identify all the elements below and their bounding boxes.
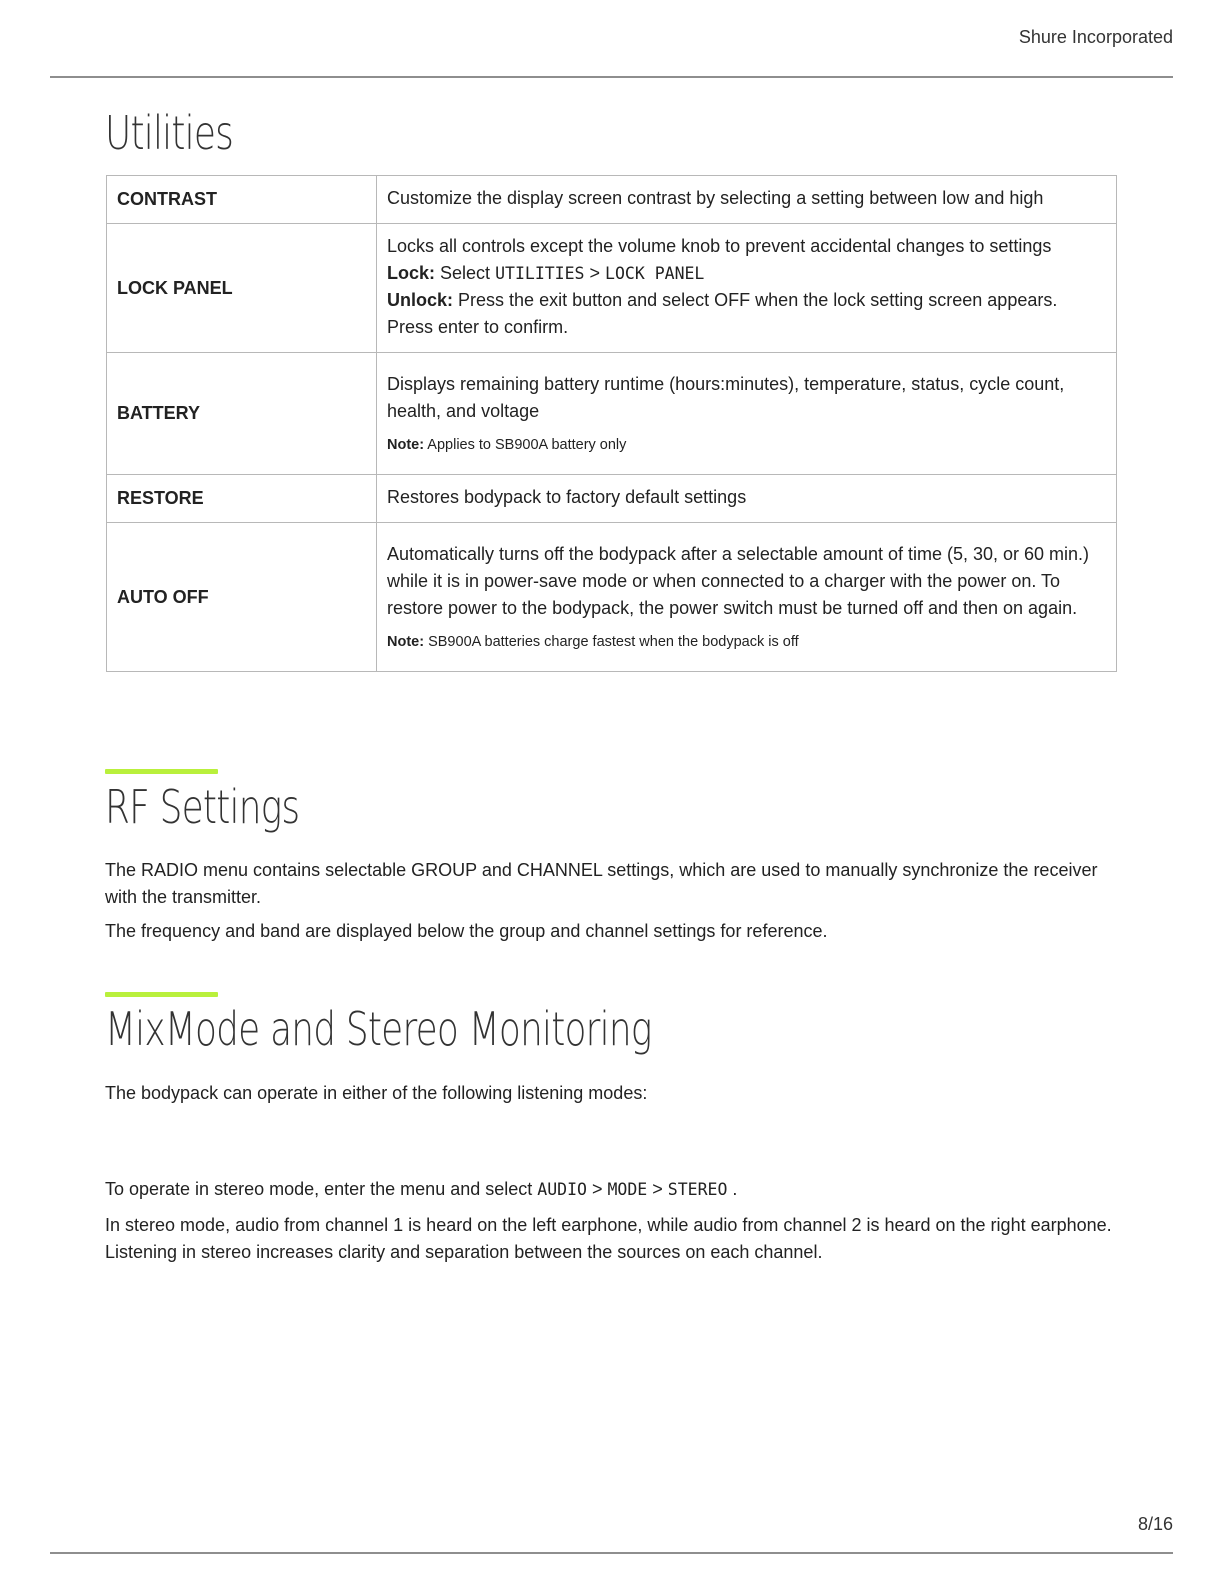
battery-note — [387, 435, 1106, 455]
auto-off-description: Automatically turns off the bodypack after a selectable amount of time (5, 30, or 60 min.) while it is in power-save mode or when connected to a charger with the power on. To restore power to the bodypack, the power switch must be turned off and then on again. — [387, 543, 1090, 618]
header-divider — [50, 76, 1173, 78]
menu-path-mode: MODE — [607, 1180, 648, 1199]
row-description — [377, 353, 1117, 475]
table-row — [107, 475, 1117, 523]
table-row — [107, 523, 1117, 672]
unlock-label: Unlock: — [387, 290, 454, 310]
header-company-name: Shure Incorporated — [1018, 27, 1173, 47]
stereo-description: In stereo mode, audio from channel 1 is heard on the left earphone, while audio from channel 2 is heard on the right earphone. Listening in stereo increases clarity and separation between the sources on each channel. — [105, 1215, 1112, 1262]
path-separator: > — [652, 1179, 663, 1199]
note-text: Applies to SB900A battery only — [427, 436, 627, 453]
rf-settings-paragraph-1: The RADIO menu contains selectable GROUP and CHANNEL settings, which are used to manually synchronize the receiver with the transmitter. — [105, 860, 1098, 907]
menu-path-lock-panel: LOCK PANEL — [605, 264, 705, 283]
mixmode-accent-bar — [105, 992, 218, 997]
row-description — [377, 475, 1117, 523]
row-label: BATTERY — [107, 353, 377, 475]
note-text: SB900A batteries charge fastest when the bodypack is off — [428, 633, 799, 650]
unlock-text: Press the exit button and select OFF when the lock setting screen appears. Press enter to confirm. — [387, 290, 1058, 337]
table-row — [107, 176, 1117, 224]
rf-settings-paragraph-2: The frequency and band are displayed below the group and channel settings for reference. — [105, 921, 828, 941]
path-separator: > — [591, 1179, 603, 1199]
mixmode-intro: The bodypack can operate in either of the following listening modes: — [105, 1083, 648, 1103]
row-description — [377, 176, 1117, 224]
utilities-heading: Utilities — [105, 106, 234, 160]
unlock-instruction — [387, 287, 1106, 341]
restore-description: Restores bodypack to factory default settings — [387, 487, 747, 507]
sentence-end: . — [732, 1179, 738, 1199]
row-label: AUTO OFF — [107, 523, 377, 672]
auto-off-note — [387, 632, 1106, 652]
note-label: Note: — [387, 633, 425, 650]
row-description — [377, 523, 1117, 672]
page-number: 8/16 — [1137, 1514, 1173, 1534]
lock-panel-description: Locks all controls except the volume knob to prevent accidental changes to settings — [387, 236, 1052, 256]
lock-text: Select — [440, 263, 491, 283]
stereo-instruction — [105, 1176, 1115, 1203]
contrast-description: Customize the display screen contrast by selecting a setting between low and high — [387, 188, 1044, 208]
row-label: RESTORE — [107, 475, 377, 523]
menu-path-utilities: UTILITIES — [495, 264, 585, 283]
lock-instruction — [387, 260, 1106, 287]
rf-settings-heading: RF Settings — [105, 780, 300, 834]
lock-label: Lock: — [387, 263, 436, 283]
battery-description: Displays remaining battery runtime (hours:minutes), temperature, status, cycle count, health, and voltage — [387, 373, 1065, 421]
table-row — [107, 224, 1117, 353]
rf-settings-accent-bar — [105, 769, 218, 774]
stereo-instruction-text: To operate in stereo mode, enter the menu and select — [105, 1179, 533, 1199]
row-label: CONTRAST — [107, 176, 377, 224]
path-separator: > — [589, 263, 601, 283]
table-row — [107, 353, 1117, 475]
note-label: Note: — [387, 436, 425, 453]
menu-path-audio: AUDIO — [537, 1180, 587, 1199]
mixmode-heading: MixMode and Stereo Monitoring — [105, 1002, 652, 1056]
row-description — [377, 224, 1117, 353]
menu-path-stereo: STEREO — [667, 1180, 728, 1199]
utilities-table — [106, 175, 1117, 672]
row-label: LOCK PANEL — [107, 224, 377, 353]
footer-divider — [50, 1552, 1173, 1554]
